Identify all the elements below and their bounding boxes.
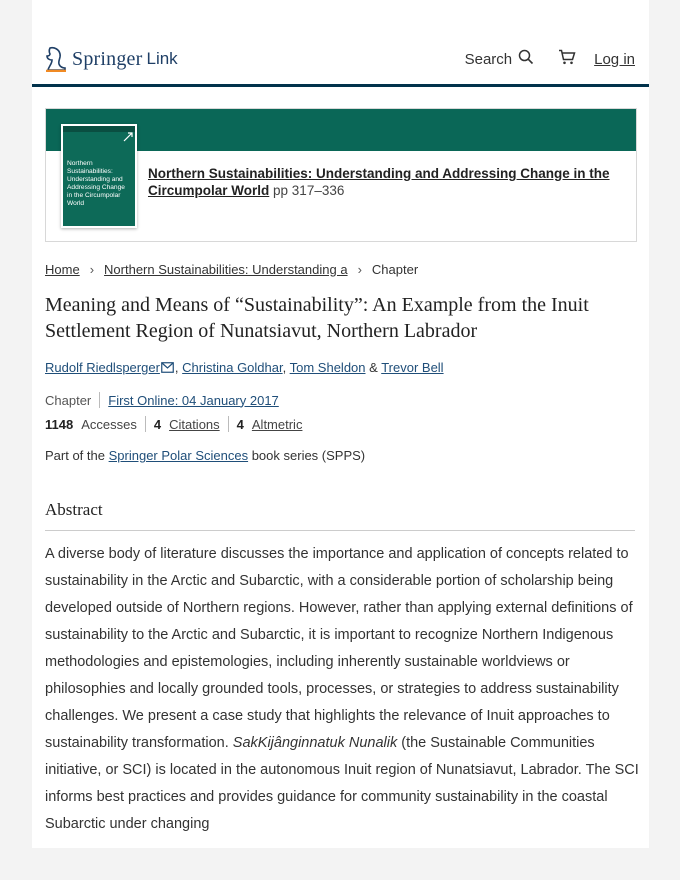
breadcrumb-current: Chapter: [371, 262, 419, 277]
header-divider: [32, 84, 649, 87]
author-link[interactable]: Tom Sheldon: [289, 360, 366, 375]
author-link[interactable]: Rudolf Riedlsperger: [45, 360, 160, 375]
breadcrumb-book[interactable]: Northern Sustainabilities: Understanding a: [104, 262, 348, 277]
breadcrumb-home[interactable]: Home: [45, 262, 80, 277]
search-button[interactable]: [465, 49, 541, 69]
horse-logo-icon: [44, 46, 68, 72]
altmetric-link[interactable]: Altmetric: [251, 416, 303, 432]
author-list: Rudolf Riedlsperger , Christina Goldhar, Tom Sheldon & Trevor Bell: [45, 360, 444, 375]
author-link[interactable]: Christina Goldhar: [182, 360, 283, 375]
expand-icon[interactable]: [123, 129, 133, 139]
abstract-text: A diverse body of literature discusses the importance and application of concepts related to sustainability in the Arctic and Subarctic, with a considerable portion of scholarship being developed outside of Northern regions. However, rather than applying external definitions of sustainability to the Arctic and Subarctic, it is important to recognize Northern Indigenous methodologies and epistemologies, including inherently sustainable worldviews or philosophies and locally grounded tools, processes, or strategies to address sustainability challenges. We present a case study that highlights the relevance of Inuit approaches to sustainability transformation. SakKijânginnatuk Nunalik (the Sustainable Communities initiative, or SCI) is located in the autonomous Inuit region of Nunatsiavut, Labrador. The SCI informs best practices and provides guidance for community sustainability in the coastal Subarctic under changing: [45, 546, 639, 832]
citations-count: 4: [153, 416, 162, 432]
site-header: [32, 36, 649, 84]
abstract-divider: [45, 530, 635, 531]
mail-icon[interactable]: [161, 361, 174, 376]
book-cover[interactable]: [61, 124, 137, 228]
chapter-title: Meaning and Means of “Sustainability”: An Example from the Inuit Settlement Region of Nunatsiavut, Northern Labrador: [45, 294, 589, 342]
series-info: Part of the Springer Polar Sciences book series (SPPS): [45, 448, 366, 463]
breadcrumb: [45, 262, 418, 277]
cart-button[interactable]: [558, 49, 576, 69]
search-label: Search: [464, 50, 513, 68]
chapter-meta: [45, 392, 279, 408]
first-online-link[interactable]: First Online: 04 January 2017: [108, 392, 279, 408]
metrics: [45, 416, 302, 432]
accesses-count: 1148: [45, 416, 74, 432]
series-link[interactable]: Springer Polar Sciences: [108, 448, 249, 463]
cover-title: Northern Sustainabilities: Understanding and Addressing Change in the Circumpolar World: [67, 160, 125, 207]
springerlink-logo[interactable]: [44, 46, 178, 72]
book-banner: [45, 108, 637, 242]
brand-suffix: Link: [146, 49, 178, 68]
chapter-page: [32, 0, 649, 848]
citations-link[interactable]: Citations: [169, 416, 220, 432]
cart-icon: [558, 49, 576, 69]
chevron-right-icon: ›: [89, 262, 95, 277]
book-title: [148, 165, 618, 199]
author-link[interactable]: Trevor Bell: [381, 360, 444, 375]
initiative-name: SakKijânginnatuk Nunalik: [232, 735, 398, 751]
chevron-right-icon: ›: [357, 262, 362, 277]
search-icon: [518, 49, 534, 69]
abstract-heading: Abstract: [45, 500, 103, 519]
book-pages: pp 317–336: [273, 183, 345, 198]
login-link[interactable]: Log in: [594, 50, 635, 68]
book-title-link[interactable]: Northern Sustainabilities: Understanding and Addressing Change in the Circumpolar World: [148, 166, 610, 198]
accesses-label: Accesses: [81, 416, 137, 432]
altmetric-count: 4: [236, 416, 244, 432]
content-type: Chapter: [45, 392, 92, 408]
header-actions: [465, 49, 635, 69]
brand-name: Springer: [72, 47, 143, 70]
